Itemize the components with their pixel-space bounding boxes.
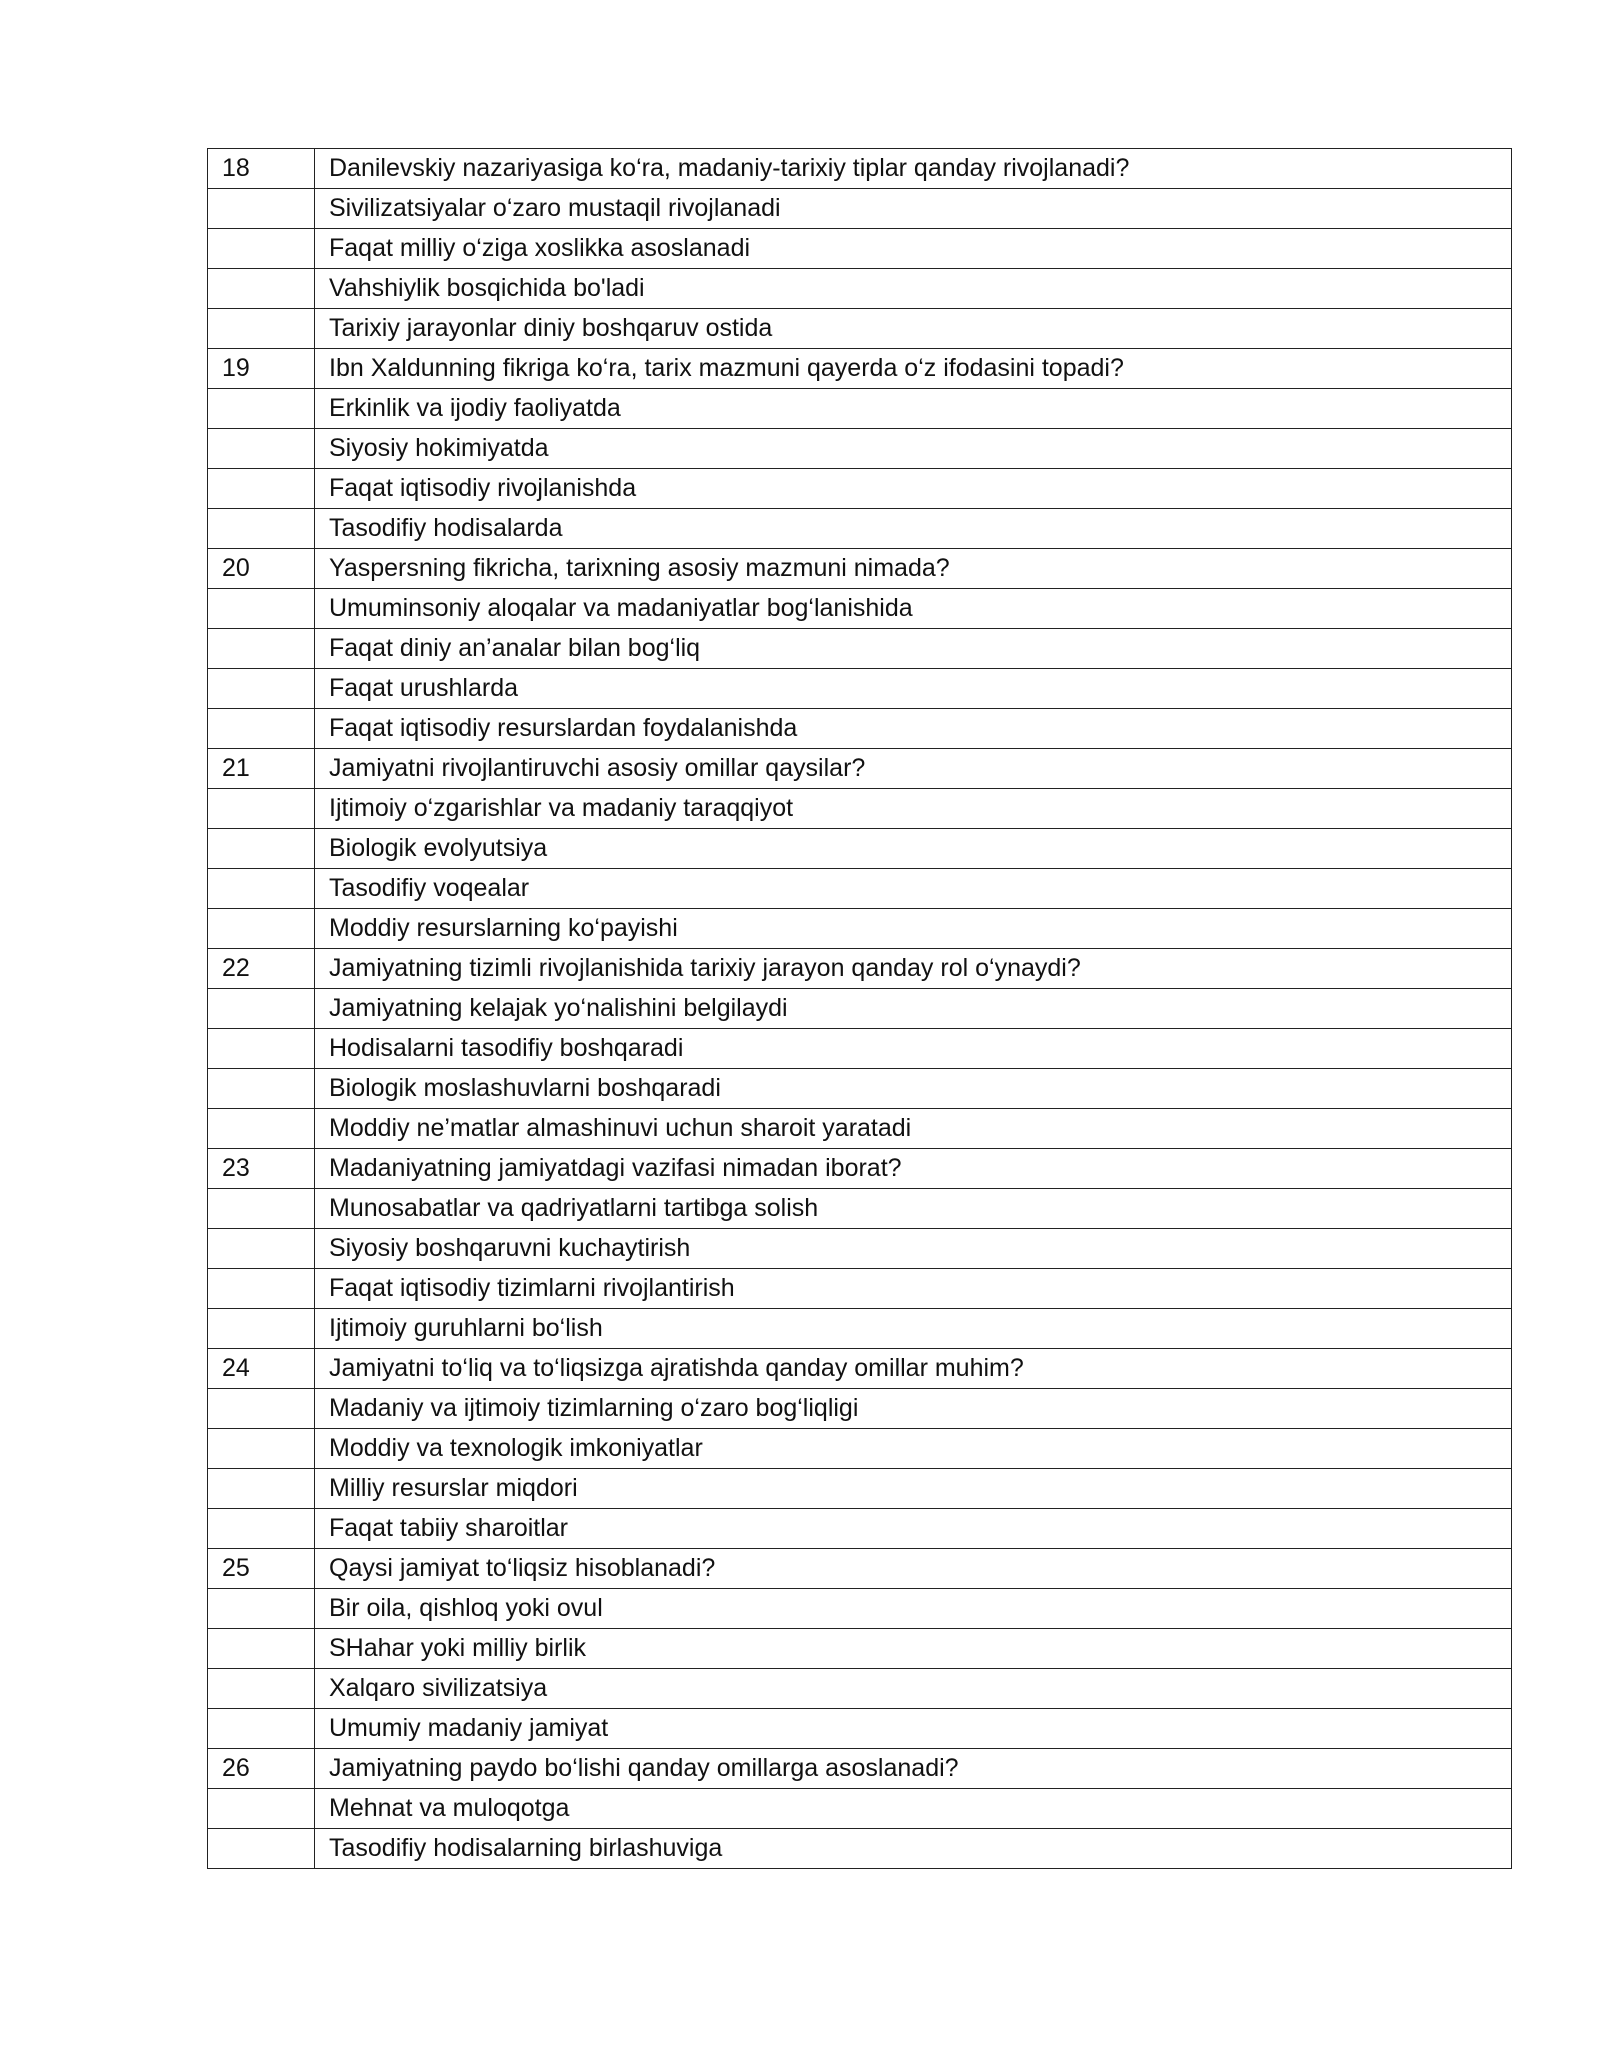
- answer-number-cell: [208, 1829, 315, 1869]
- answer-row: [208, 1309, 1512, 1349]
- question-row: [208, 549, 1512, 589]
- answer-option: Biologik moslashuvlarni boshqaradi: [315, 1069, 1512, 1109]
- answer-option: Umuminsoniy aloqalar va madaniyatlar bog‘lanishida: [315, 589, 1512, 629]
- answer-number-cell: [208, 869, 315, 909]
- answer-number-cell: [208, 1429, 315, 1469]
- answer-number-cell: [208, 1069, 315, 1109]
- answer-number-cell: [208, 1229, 315, 1269]
- answer-row: [208, 1629, 1512, 1669]
- answer-row: [208, 709, 1512, 749]
- question-number: 26: [208, 1749, 315, 1789]
- answer-number-cell: [208, 1789, 315, 1829]
- answer-number-cell: [208, 1029, 315, 1069]
- answer-row: [208, 509, 1512, 549]
- answer-row: [208, 1269, 1512, 1309]
- question-number: 22: [208, 949, 315, 989]
- answer-row: [208, 1789, 1512, 1829]
- question-row: [208, 949, 1512, 989]
- answer-number-cell: [208, 1509, 315, 1549]
- question-number: 25: [208, 1549, 315, 1589]
- answer-row: [208, 669, 1512, 709]
- question-row: [208, 749, 1512, 789]
- question-text: Danilevskiy nazariyasiga ko‘ra, madaniy-tarixiy tiplar qanday rivojlanadi?: [315, 149, 1512, 189]
- answer-row: [208, 829, 1512, 869]
- question-table: [207, 148, 1512, 1869]
- answer-number-cell: [208, 389, 315, 429]
- answer-number-cell: [208, 629, 315, 669]
- question-number: 20: [208, 549, 315, 589]
- answer-row: [208, 1509, 1512, 1549]
- answer-option: Tasodifiy hodisalarning birlashuviga: [315, 1829, 1512, 1869]
- answer-number-cell: [208, 509, 315, 549]
- question-row: [208, 1749, 1512, 1789]
- answer-number-cell: [208, 309, 315, 349]
- answer-number-cell: [208, 1589, 315, 1629]
- answer-option: Bir oila, qishloq yoki ovul: [315, 1589, 1512, 1629]
- answer-row: [208, 589, 1512, 629]
- answer-row: [208, 989, 1512, 1029]
- answer-number-cell: [208, 229, 315, 269]
- answer-row: [208, 1069, 1512, 1109]
- answer-row: [208, 309, 1512, 349]
- question-text: Yaspersning fikricha, tarixning asosiy mazmuni nimada?: [315, 549, 1512, 589]
- answer-number-cell: [208, 429, 315, 469]
- answer-option: Tasodifiy hodisalarda: [315, 509, 1512, 549]
- answer-option: Biologik evolyutsiya: [315, 829, 1512, 869]
- answer-option: Jamiyatning kelajak yo‘nalishini belgilaydi: [315, 989, 1512, 1029]
- answer-row: [208, 629, 1512, 669]
- answer-row: [208, 1229, 1512, 1269]
- answer-option: Madaniy va ijtimoiy tizimlarning o‘zaro bog‘liqligi: [315, 1389, 1512, 1429]
- question-row: [208, 1149, 1512, 1189]
- answer-number-cell: [208, 189, 315, 229]
- question-text: Jamiyatni rivojlantiruvchi asosiy omillar qaysilar?: [315, 749, 1512, 789]
- answer-option: Faqat diniy an’analar bilan bog‘liq: [315, 629, 1512, 669]
- answer-number-cell: [208, 1629, 315, 1669]
- answer-number-cell: [208, 1109, 315, 1149]
- answer-option: Faqat urushlarda: [315, 669, 1512, 709]
- answer-option: Hodisalarni tasodifiy boshqaradi: [315, 1029, 1512, 1069]
- answer-number-cell: [208, 1389, 315, 1429]
- answer-row: [208, 1389, 1512, 1429]
- answer-row: [208, 389, 1512, 429]
- question-number: 18: [208, 149, 315, 189]
- question-text: Jamiyatning tizimli rivojlanishida tarixiy jarayon qanday rol o‘ynaydi?: [315, 949, 1512, 989]
- answer-option: Ijtimoiy guruhlarni bo‘lish: [315, 1309, 1512, 1349]
- question-row: [208, 349, 1512, 389]
- question-number: 24: [208, 1349, 315, 1389]
- question-text: Jamiyatning paydo bo‘lishi qanday omillarga asoslanadi?: [315, 1749, 1512, 1789]
- answer-number-cell: [208, 1189, 315, 1229]
- answer-option: Munosabatlar va qadriyatlarni tartibga solish: [315, 1189, 1512, 1229]
- answer-row: [208, 869, 1512, 909]
- question-text: Ibn Xaldunning fikriga ko‘ra, tarix mazmuni qayerda o‘z ifodasini topadi?: [315, 349, 1512, 389]
- question-row: [208, 1349, 1512, 1389]
- answer-number-cell: [208, 589, 315, 629]
- answer-option: Sivilizatsiyalar o‘zaro mustaqil rivojlanadi: [315, 189, 1512, 229]
- answer-option: Moddiy va texnologik imkoniyatlar: [315, 1429, 1512, 1469]
- question-number: 23: [208, 1149, 315, 1189]
- answer-option: Tasodifiy voqealar: [315, 869, 1512, 909]
- answer-row: [208, 269, 1512, 309]
- answer-row: [208, 1109, 1512, 1149]
- question-number: 21: [208, 749, 315, 789]
- answer-option: Faqat milliy o‘ziga xoslikka asoslanadi: [315, 229, 1512, 269]
- answer-row: [208, 1709, 1512, 1749]
- answer-number-cell: [208, 269, 315, 309]
- answer-number-cell: [208, 789, 315, 829]
- answer-option: Faqat iqtisodiy rivojlanishda: [315, 469, 1512, 509]
- answer-option: Umumiy madaniy jamiyat: [315, 1709, 1512, 1749]
- answer-row: [208, 469, 1512, 509]
- answer-option: Faqat tabiiy sharoitlar: [315, 1509, 1512, 1549]
- answer-option: Xalqaro sivilizatsiya: [315, 1669, 1512, 1709]
- answer-row: [208, 1589, 1512, 1629]
- question-row: [208, 1549, 1512, 1589]
- answer-number-cell: [208, 989, 315, 1029]
- answer-number-cell: [208, 1269, 315, 1309]
- answer-row: [208, 1189, 1512, 1229]
- question-row: [208, 149, 1512, 189]
- answer-option: Tarixiy jarayonlar diniy boshqaruv ostida: [315, 309, 1512, 349]
- answer-row: [208, 909, 1512, 949]
- answer-option: Faqat iqtisodiy resurslardan foydalanishda: [315, 709, 1512, 749]
- answer-option: Ijtimoiy o‘zgarishlar va madaniy taraqqiyot: [315, 789, 1512, 829]
- answer-option: Moddiy ne’matlar almashinuvi uchun sharoit yaratadi: [315, 1109, 1512, 1149]
- answer-number-cell: [208, 1709, 315, 1749]
- answer-row: [208, 1469, 1512, 1509]
- answer-row: [208, 229, 1512, 269]
- question-table-body: [208, 149, 1512, 1869]
- answer-option: SHahar yoki milliy birlik: [315, 1629, 1512, 1669]
- answer-number-cell: [208, 829, 315, 869]
- answer-row: [208, 789, 1512, 829]
- question-text: Qaysi jamiyat to‘liqsiz hisoblanadi?: [315, 1549, 1512, 1589]
- answer-option: Vahshiylik bosqichida bo'ladi: [315, 269, 1512, 309]
- answer-row: [208, 1429, 1512, 1469]
- answer-row: [208, 1669, 1512, 1709]
- question-number: 19: [208, 349, 315, 389]
- question-text: Jamiyatni to‘liq va to‘liqsizga ajratishda qanday omillar muhim?: [315, 1349, 1512, 1389]
- answer-row: [208, 429, 1512, 469]
- answer-option: Siyosiy hokimiyatda: [315, 429, 1512, 469]
- question-text: Madaniyatning jamiyatdagi vazifasi nimadan iborat?: [315, 1149, 1512, 1189]
- answer-option: Faqat iqtisodiy tizimlarni rivojlantirish: [315, 1269, 1512, 1309]
- answer-row: [208, 1829, 1512, 1869]
- answer-option: Moddiy resurslarning ko‘payishi: [315, 909, 1512, 949]
- answer-number-cell: [208, 1469, 315, 1509]
- answer-number-cell: [208, 709, 315, 749]
- answer-number-cell: [208, 909, 315, 949]
- answer-option: Siyosiy boshqaruvni kuchaytirish: [315, 1229, 1512, 1269]
- answer-option: Milliy resurslar miqdori: [315, 1469, 1512, 1509]
- answer-number-cell: [208, 1309, 315, 1349]
- answer-option: Mehnat va muloqotga: [315, 1789, 1512, 1829]
- answer-number-cell: [208, 669, 315, 709]
- answer-number-cell: [208, 1669, 315, 1709]
- answer-number-cell: [208, 469, 315, 509]
- answer-row: [208, 189, 1512, 229]
- answer-option: Erkinlik va ijodiy faoliyatda: [315, 389, 1512, 429]
- answer-row: [208, 1029, 1512, 1069]
